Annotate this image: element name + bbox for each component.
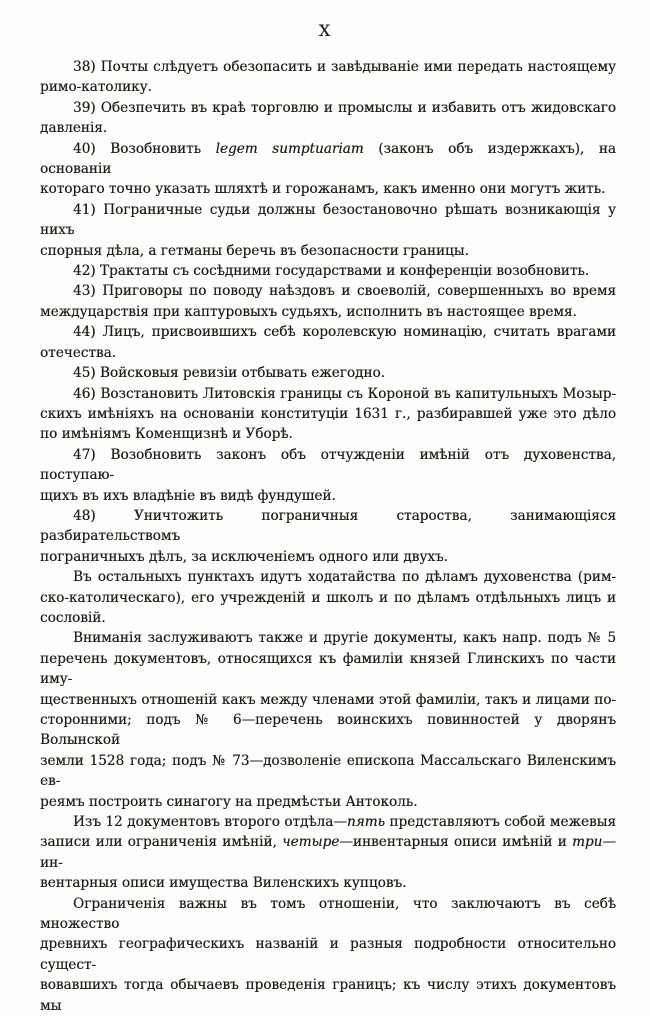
text-segment: вентарныя описи имущества Виленскихъ купцовъ. <box>40 875 407 892</box>
text-segment: —ин- <box>40 834 616 871</box>
text-segment: 47) Возобновить законъ объ отчужденіи имѣній отъ духовенства, поступаю- <box>40 446 616 484</box>
text-segment: представляютъ собой межевыя <box>384 814 616 831</box>
text-line <box>40 832 616 873</box>
text-line <box>40 792 616 812</box>
text-line <box>40 506 616 547</box>
text-segment: земли 1528 года; подъ № 73—дозволеніе епископа Массальскаго Виленскимъ ев- <box>40 752 616 790</box>
italic-text-segment: четыре <box>282 834 340 851</box>
text-segment: 48) Уничтожить пограничныя староства, занимающіяся разбирательствомъ <box>40 507 616 545</box>
italic-text-segment: три <box>572 834 603 851</box>
text-line <box>40 261 616 281</box>
text-segment: котораго точно указать шляхтѣ и горожанамъ, какъ именно они могутъ жить. <box>40 181 606 198</box>
text-line <box>40 690 616 710</box>
page-number-heading: X <box>318 21 332 40</box>
text-line <box>40 934 616 975</box>
text-line <box>40 424 616 444</box>
text-line <box>40 281 616 301</box>
text-line <box>40 241 616 261</box>
text-segment: (законъ объ издержкахъ), на основаніи <box>40 140 616 178</box>
text-segment: Ограниченія важны въ томъ отношеніи, что заключаютъ въ себѣ множество <box>40 895 616 933</box>
text-line <box>40 751 616 792</box>
text-segment: междуцарствія при каптуровыхъ судьяхъ, исполнить въ настоящее время. <box>40 303 577 320</box>
text-line <box>40 77 616 97</box>
text-line <box>40 710 616 751</box>
text-line <box>40 118 616 138</box>
text-segment: реямъ построить синагогу на предмѣстьи Антоколь. <box>40 793 418 810</box>
text-segment: ско-католическаго), его учрежденій и школъ и по дѣламъ отдѣльныхъ лицъ и <box>40 589 616 606</box>
text-line <box>40 486 616 506</box>
text-segment: отечества. <box>40 344 116 361</box>
text-segment: 38) Почты слѣдуетъ обезопасить и завѣдываніе ими передать настоящему <box>73 59 616 75</box>
text-line <box>40 343 616 363</box>
text-segment: 43) Приговоры по поводу наѣздовъ и своеволій, совершенныхъ во время <box>73 283 616 300</box>
text-line <box>40 608 616 628</box>
text-segment: 42) Трактаты съ сосѣдними государствами и конференціи возобновить. <box>73 263 590 280</box>
text-segment: —инвентарныя описи имѣній и <box>339 834 573 851</box>
text-line <box>40 322 616 342</box>
text-line <box>40 404 616 424</box>
text-segment: пограничныхъ дѣлъ, за исключеніемъ одного или двухъ. <box>40 548 448 565</box>
text-line <box>40 384 616 404</box>
text-line <box>40 873 616 893</box>
text-line <box>40 812 616 832</box>
text-segment: записи или ограниченія имѣній, <box>40 834 283 851</box>
text-segment: щихъ въ ихъ владѣніе въ видѣ фундушей. <box>40 487 336 504</box>
text-line <box>40 628 616 648</box>
text-line <box>40 445 616 486</box>
italic-text-segment: пять <box>346 814 385 831</box>
text-segment: давленія. <box>40 120 108 137</box>
text-line <box>40 588 616 608</box>
text-line <box>40 179 616 199</box>
text-line <box>40 567 616 587</box>
text-line <box>40 57 616 77</box>
text-line <box>40 200 616 241</box>
text-segment: 46) Возстановить Литовскія границы съ Короной въ капитульныхъ Мозыр- <box>73 385 616 402</box>
text-segment: сторонними; подъ № 6—перечень воинскихъ повинностей у дворянъ Волынской <box>40 712 616 749</box>
text-line <box>40 894 616 935</box>
text-line <box>40 547 616 567</box>
text-segment: древнихъ географическихъ названій и разныя подробности относительно сущест- <box>40 936 616 973</box>
text-line <box>40 98 616 118</box>
text-line <box>40 139 616 180</box>
text-segment: по имѣніямъ Коменщизнѣ и Уборѣ. <box>40 426 293 443</box>
text-segment: скихъ имѣніяхъ на основаніи конституціи 1631 г., разбиравшей уже это дѣло <box>40 405 616 422</box>
text-segment: римо-католику. <box>40 79 152 96</box>
text-segment: перечень документовъ, относящихся къ фамиліи князей Глинскихъ по части иму- <box>40 650 616 688</box>
page-text <box>40 57 616 1016</box>
text-line <box>40 363 616 383</box>
text-segment: 45) Войсковыя ревизіи отбывать ежегодно. <box>73 365 385 382</box>
text-line <box>40 302 616 322</box>
text-segment: 39) Обезпечить въ краѣ торговлю и промыслы и избавить отъ жидовскаго <box>73 99 616 116</box>
text-segment: 44) Лицъ, присвоившихъ себѣ королевскую номинацію, считать врагами <box>73 324 616 341</box>
text-line <box>40 649 616 690</box>
text-segment: сословій. <box>40 609 106 626</box>
text-segment: 41) Пограничные судьи должны безостановочно рѣшать возникающія у нихъ <box>40 201 616 239</box>
text-segment: вовавшихъ тогда обычаевъ проведенія границъ; къ числу этихъ документовъ мы <box>40 977 616 1014</box>
text-segment: 40) Возобновить <box>73 140 216 157</box>
text-segment: Вниманія заслуживаютъ также и другіе документы, какъ напр. подъ № 5 <box>73 630 616 647</box>
text-segment: Изъ 12 документовъ второго отдѣла— <box>73 814 347 831</box>
text-segment: Въ остальныхъ пунктахъ идутъ ходатайства по дѣламъ духовенства (рим- <box>73 569 616 586</box>
text-segment: спорныя дѣла, а гетманы беречь въ безопасности границы. <box>40 242 469 259</box>
italic-text-segment: legem sumptuariam <box>215 140 364 157</box>
text-segment: щественныхъ отношеній какъ между членами этой фамиліи, такъ и лицами по- <box>40 691 616 708</box>
text-line <box>40 975 616 1016</box>
